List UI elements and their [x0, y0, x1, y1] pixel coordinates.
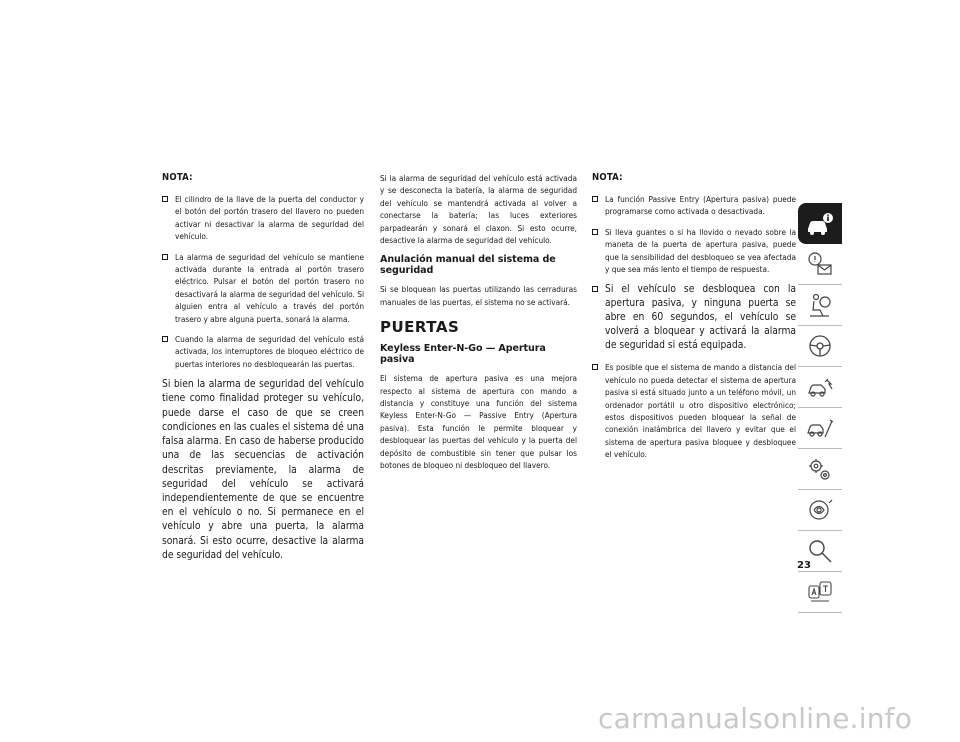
tab-servicing[interactable]	[798, 408, 842, 449]
note-label: NOTA:	[592, 172, 623, 183]
page-number: 23	[797, 560, 811, 571]
steering-wheel-icon	[805, 331, 835, 361]
car-warning-lights-icon	[805, 249, 835, 279]
keyless-text: El sistema de apertura pasiva es una mejora respecto al sistema de apertura con mando a distancia y constituye una función del sistema Keyless Enter-N-Go — Passive Entry (Apertura pasiva). Esta función le permite bloquear y desbloquear las puertas del vehículo y la puerta del depósito de combustible sin tener que pulsar los botones de bloqueo ni desbloqueo del llavero.	[380, 373, 577, 471]
note-item: El cilindro de la llave de la puerta del conductor y el botón del portón trasero del llavero no pueden activar ni desactivar la alarma de seguridad del vehículo.	[162, 193, 364, 243]
car-crash-icon	[805, 372, 835, 402]
tab-warning-lights[interactable]	[798, 244, 842, 285]
tab-car-info[interactable]	[798, 203, 842, 244]
airbag-seat-icon	[805, 290, 835, 320]
navigation-media-icon	[805, 495, 835, 525]
note-item: Cuando la alarma de seguridad del vehículo está activada, los interruptores de bloqueo eléctrico de puertas interiores no desbloquearán las puertas.	[162, 333, 364, 370]
magnifier-search-icon	[805, 536, 835, 566]
heading-doors: PUERTAS	[380, 318, 460, 337]
body-paragraph: Si bien la alarma de seguridad del vehículo tiene como finalidad proteger su vehículo, puede darse el caso de que se creen condiciones en las cuales el sistema dé una falsa alarma. En caso de haberse producido una de las secuencias de activación descritas previamente, la alarma de seguridad del vehículo se activará independientemente de que se encuentre en el vehículo o no. Si permanece en el vehículo y abre una puerta, la alarma sonará. Si esto ocurre, desactive la alarma de seguridad del vehículo.	[162, 379, 364, 561]
note-item: La alarma de seguridad del vehículo se mantiene activada durante la entrada al portón trasero eléctrico. Pulsar el botón del portón trasero no desactivará la alarma de seguridad del vehículo. Si alguien entra al vehículo a través del portón trasero y abre alguna puerta, sonará la alarma.	[162, 251, 364, 325]
heading-manual-override: Anulación manual del sistema de seguridad	[380, 254, 556, 277]
note-item: Si el vehículo se desbloquea con la apertura pasiva, y ninguna puerta se abre en 60 segundos, el vehículo se volverá a bloquear y activará la alarma de seguridad si está equipada.	[592, 283, 796, 353]
column-right	[592, 172, 796, 469]
manual-override-text: Si se bloquean las puertas utilizando las cerraduras manuales de las puertas, el sistema no se activará.	[380, 284, 577, 307]
chapter-tabs	[798, 203, 842, 613]
heading-keyless: Keyless Enter-N-Go — Apertura pasiva	[380, 343, 546, 366]
column-left	[162, 172, 364, 563]
tab-customer-assistance[interactable]	[798, 531, 842, 572]
watermark: carmanualsonline.info	[598, 702, 913, 735]
note-list	[592, 193, 796, 461]
language-index-icon	[805, 577, 835, 607]
note-item: Es posible que el sistema de mando a distancia del vehículo no pueda detectar el sistema de apertura pasiva si está situado junto a un teléfono móvil, un ordenador portátil u otro dispositivo electrónico; estos dispositivos pueden bloquear la señal de conexión inalámbrica del llavero y evitar que el sistema de apertura pasiva bloquee y desbloquee el vehículo.	[592, 361, 796, 460]
intro-paragraph: Si la alarma de seguridad del vehículo está activada y se desconecta la batería, la alarma de seguridad del vehículo se mantendrá activada al volver a conectarse la batería; las luces exteriores parpadearán y sonará el claxon. Si esto ocurre, desactive la alarma de seguridad del vehículo.	[380, 173, 577, 246]
tab-index[interactable]	[798, 572, 842, 613]
tab-starting-operating[interactable]	[798, 326, 842, 367]
tab-technical-specs[interactable]	[798, 449, 842, 490]
car-service-wrench-icon	[805, 413, 835, 443]
car-info-icon	[805, 209, 835, 239]
gear-settings-icon	[805, 454, 835, 484]
tab-safety[interactable]	[798, 285, 842, 326]
tab-emergency[interactable]	[798, 367, 842, 408]
note-list	[162, 193, 364, 370]
note-item: Si lleva guantes o si ha llovido o nevado sobre la maneta de la puerta de apertura pasiva, puede que la sensibilidad del desbloqueo se vea afectada y que sea más lento el tiempo de respuesta.	[592, 226, 796, 276]
column-middle	[380, 172, 577, 480]
note-label: NOTA:	[162, 172, 193, 183]
note-item: La función Passive Entry (Apertura pasiva) puede programarse como activada o desactivada.	[592, 193, 796, 218]
tab-multimedia[interactable]	[798, 490, 842, 531]
